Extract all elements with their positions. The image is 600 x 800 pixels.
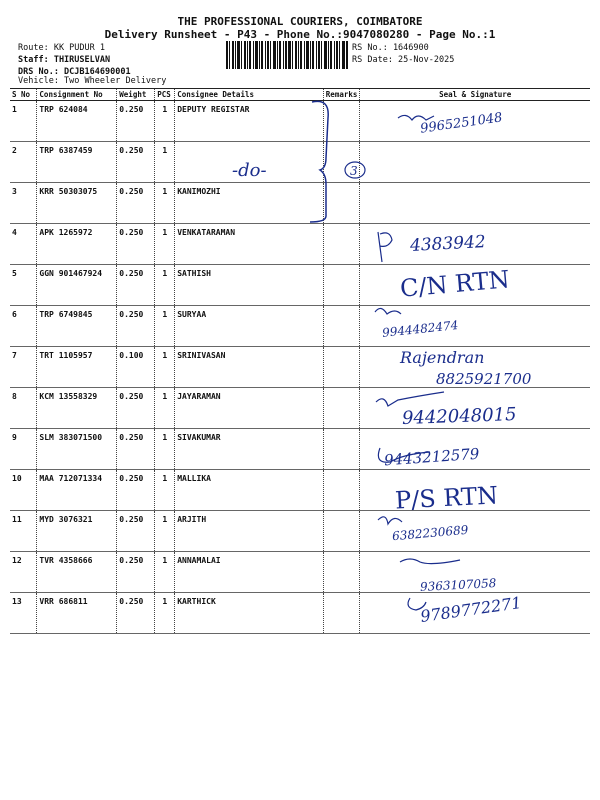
cell-consignee: ARJITH [175,511,324,552]
cell-consignment: TRT 1105957 [37,347,117,388]
cell-consignment: VRR 686811 [37,593,117,634]
cell-sno: 8 [10,388,37,429]
signature-row12: 9363107058 [419,576,497,594]
cell-consignment: TVR 4358666 [37,552,117,593]
cell-consignee: SURYAA [175,306,324,347]
cell-pcs: 1 [155,552,175,593]
cell-weight: 0.100 [117,347,155,388]
cell-consignee: JAYARAMAN [175,388,324,429]
cell-consignee: VENKATARAMAN [175,224,324,265]
cell-weight: 0.250 [117,552,155,593]
cell-consignment: SLM 383071500 [37,429,117,470]
cell-pcs: 1 [155,470,175,511]
cell-consignment: KCM 13558329 [37,388,117,429]
col-remarks: Remarks [323,89,360,101]
cell-pcs: 1 [155,306,175,347]
signature-row7-name: Rajendran [400,348,485,367]
signature-row13: 9789772271 [419,593,523,626]
cell-consignee: SIVAKUMAR [175,429,324,470]
col-details: Consignee Details [175,89,324,101]
cell-weight: 0.250 [117,265,155,306]
cell-consignee: DEPUTY REGISTAR [175,101,324,142]
cell-consignment: APK 1265972 [37,224,117,265]
cell-pcs: 1 [155,388,175,429]
cell-consignee: KARTHICK [175,593,324,634]
col-pcs: PCS [155,89,175,101]
cell-pcs: 1 [155,183,175,224]
cell-pcs: 1 [155,101,175,142]
signature-row1: 9965251048 [419,110,504,137]
signature-row4: 4383942 [409,232,487,256]
count-mark: 3 [350,164,358,178]
col-sno: S No [10,89,37,101]
cell-consignment: TRP 6749845 [37,306,117,347]
cell-consignment: MYD 3076321 [37,511,117,552]
cell-sno: 10 [10,470,37,511]
signature-row5: C/N RTN [398,265,511,303]
cell-sno: 6 [10,306,37,347]
cell-weight: 0.250 [117,142,155,183]
route-text: Route: KK PUDUR 1 [18,43,105,53]
drs-text: DRS No.: DCJB164690001 [18,67,131,77]
cell-sno: 12 [10,552,37,593]
cell-weight: 0.250 [117,101,155,142]
cell-weight: 0.250 [117,224,155,265]
cell-sno: 4 [10,224,37,265]
cell-consignee: KANIMOZHI [175,183,324,224]
cell-weight: 0.250 [117,593,155,634]
signature-row10: P/S RTN [394,481,499,515]
col-weight: Weight [117,89,155,101]
cell-consignee: ANNAMALAI [175,552,324,593]
cell-consignee: SRINIVASAN [175,347,324,388]
cell-pcs: 1 [155,511,175,552]
cell-pcs: 1 [155,224,175,265]
rs-date-text: RS Date: 25-Nov-2025 [352,55,455,65]
cell-consignment: GGN 901467924 [37,265,117,306]
cell-sno: 1 [10,101,37,142]
cell-pcs: 1 [155,347,175,388]
col-consignment: Consignment No [37,89,117,101]
cell-pcs: 1 [155,593,175,634]
cell-weight: 0.250 [117,429,155,470]
company-title: THE PROFESSIONAL COURIERS, COIMBATORE [177,15,423,28]
cell-sno: 3 [10,183,37,224]
cell-weight: 0.250 [117,183,155,224]
staff-text: Staff: THIRUSELVAN [18,55,111,65]
vehicle-text: Vehicle: Two Wheeler Delivery [18,76,167,86]
cell-sno: 9 [10,429,37,470]
signature-row11: 6382230689 [391,522,469,544]
cell-sno: 13 [10,593,37,634]
cell-consignment: TRP 624084 [37,101,117,142]
cell-pcs: 1 [155,142,175,183]
cell-sno: 7 [10,347,37,388]
rs-no-text: RS No.: 1646900 [352,43,429,53]
ditto-mark: -do- [232,160,267,181]
cell-pcs: 1 [155,265,175,306]
cell-sno: 11 [10,511,37,552]
cell-weight: 0.250 [117,388,155,429]
cell-weight: 0.250 [117,306,155,347]
cell-consignee: SATHISH [175,265,324,306]
cell-consignment: MAA 712071334 [37,470,117,511]
signature-row6: 9944482474 [381,318,459,340]
signature-row9: 9443212579 [383,444,480,470]
cell-consignment: KRR 50303075 [37,183,117,224]
signature-row7-phone: 8825921700 [436,370,532,388]
cell-pcs: 1 [155,429,175,470]
col-seal: Seal & Signature [360,89,590,101]
runsheet-title: Delivery Runsheet - P43 - Phone No.:9047080280 - Page No.:1 [104,28,496,41]
cell-sno: 5 [10,265,37,306]
cell-consignment: TRP 6387459 [37,142,117,183]
cell-weight: 0.250 [117,470,155,511]
signature-row8: 9442048015 [401,404,517,429]
cell-weight: 0.250 [117,511,155,552]
cell-consignee: MALLIKA [175,470,324,511]
cell-sno: 2 [10,142,37,183]
